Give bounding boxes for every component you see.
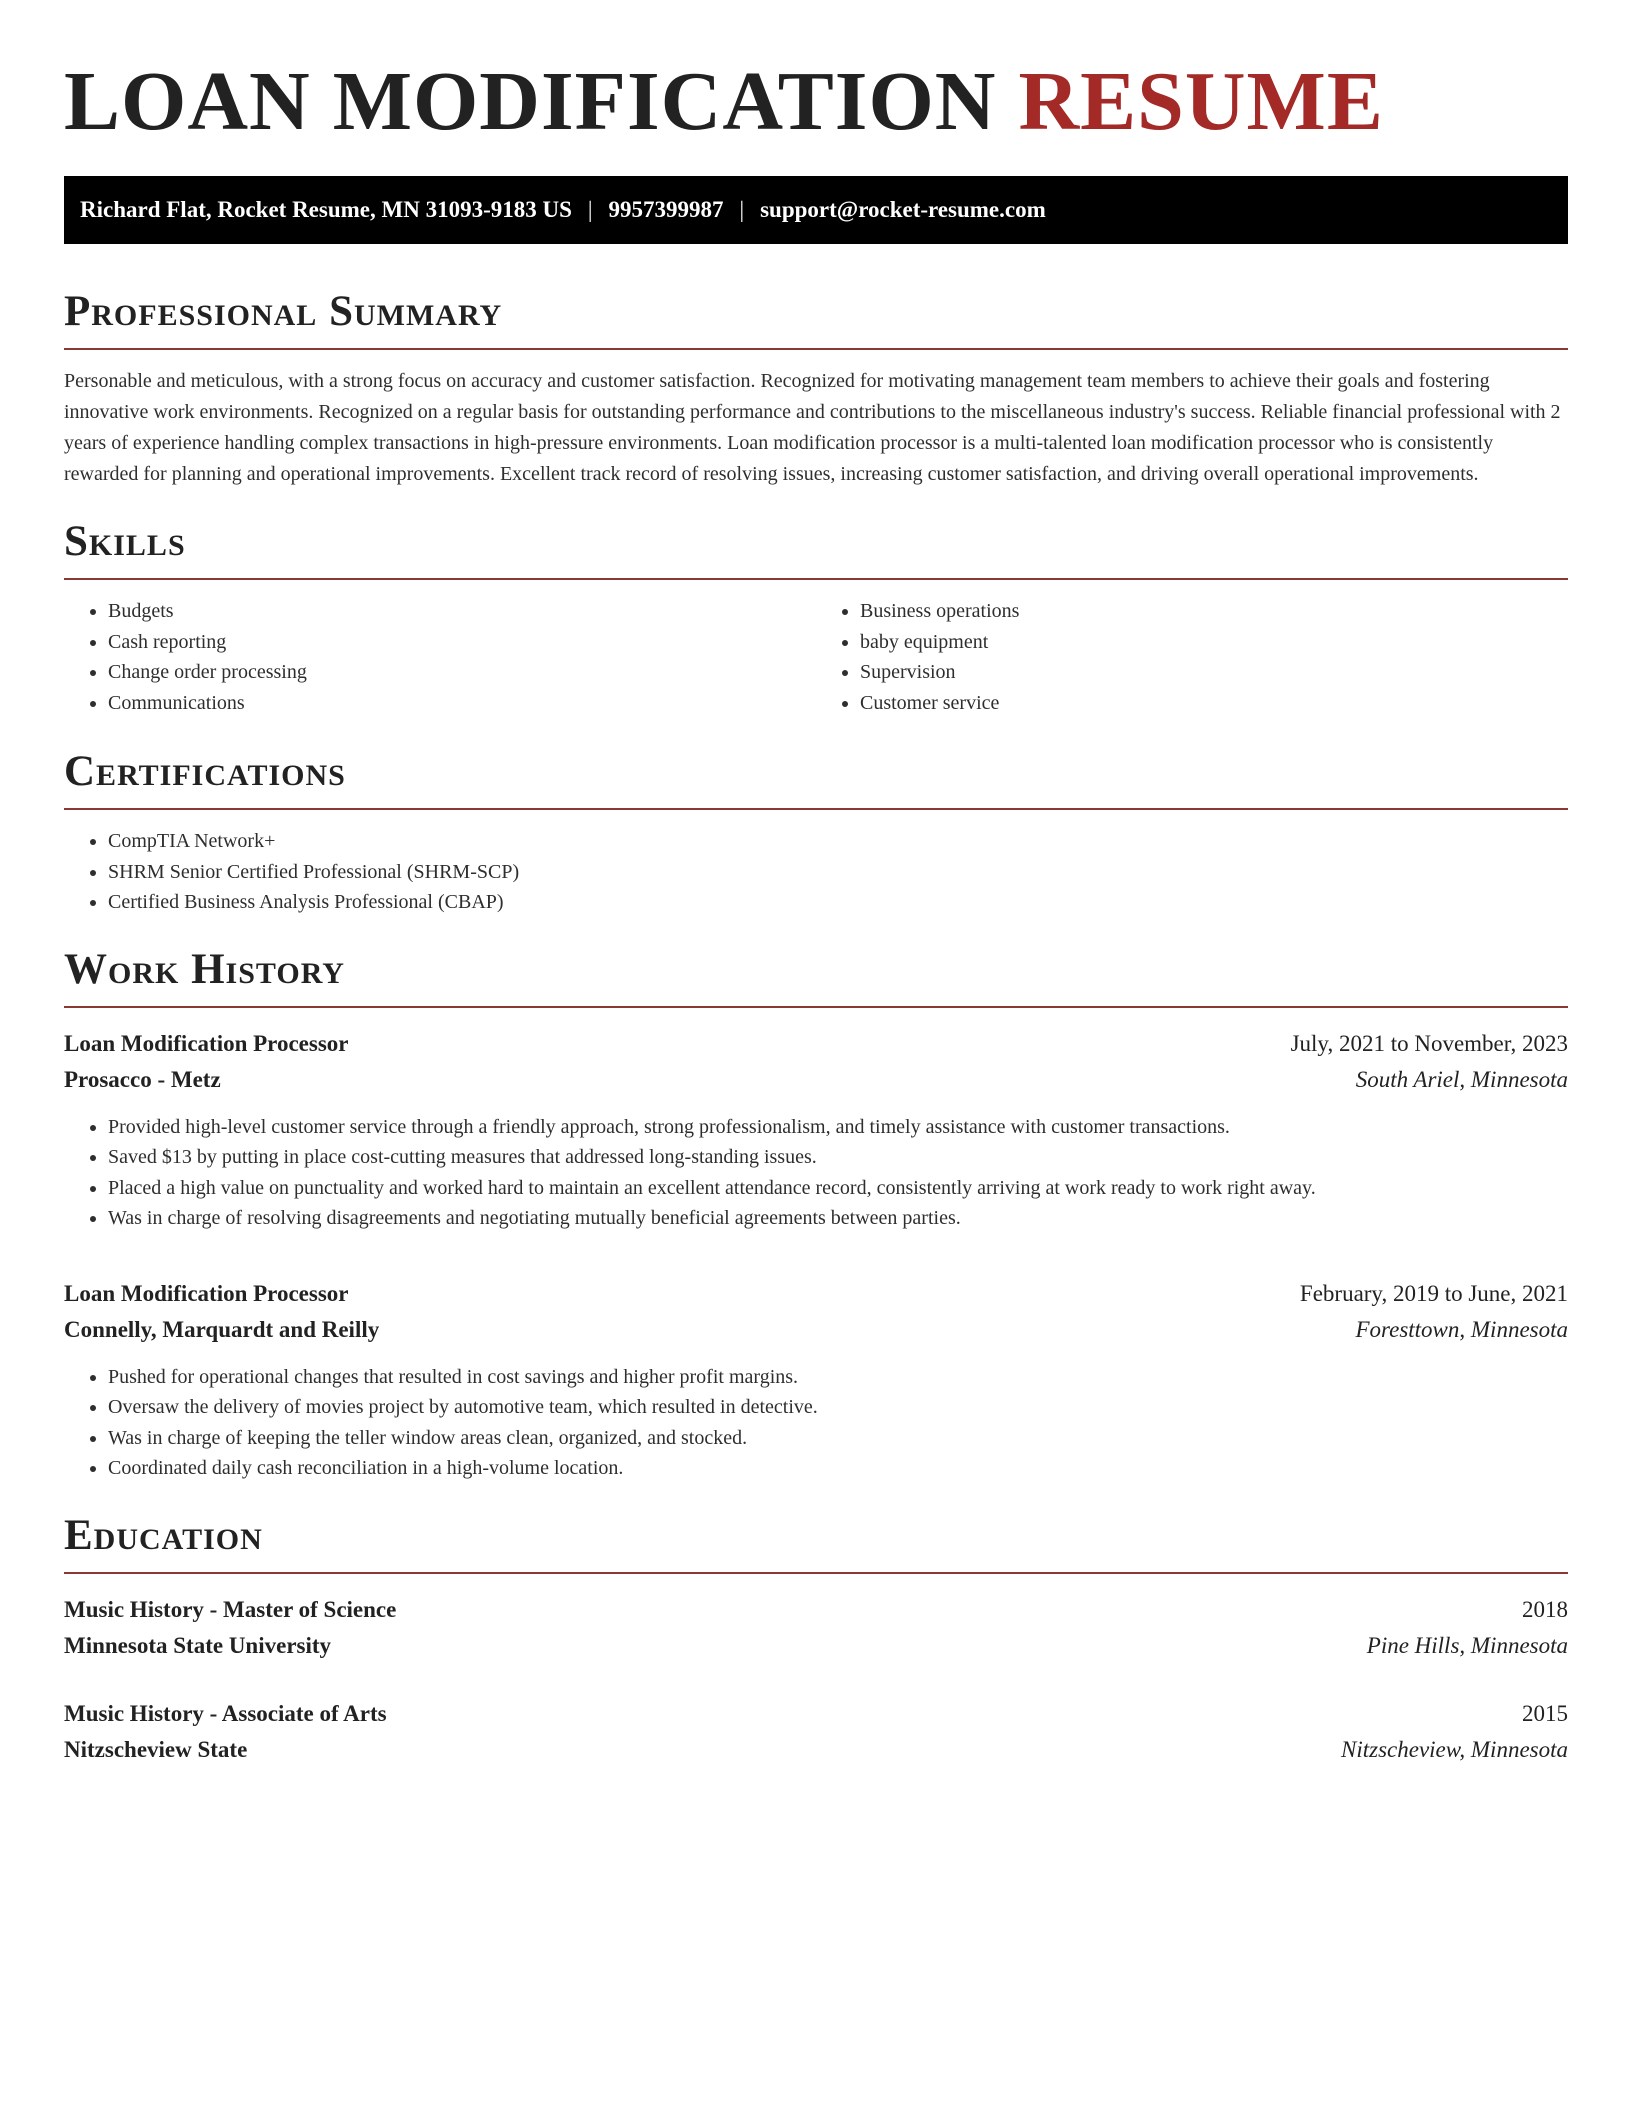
education-degree: Music History - Master of Science bbox=[64, 1596, 397, 1622]
job-bullet: • Was in charge of resolving disagreements and negotiating mutually beneficial agreements between parties. bbox=[108, 1203, 1568, 1234]
skill-item: • Change order processing bbox=[108, 657, 816, 688]
contact-bar bbox=[64, 176, 1568, 244]
work-history-section bbox=[64, 944, 1568, 1484]
summary-text: Personable and meticulous, with a strong focus on accuracy and customer satisfaction. Recognized for motivating management team members to achieve their goals and fostering innovative work environments. Recognized on a regular basis for outstanding performance and contributions to the miscellaneous industry's success. Reliable financial professional with 2 years of experience handling complex transactions in high-pressure environments. Loan modification processor is a multi-talented loan modification processor who is consistently rewarded for planning and operational improvements. Excellent track record of resolving issues, increasing customer satisfaction, and driving overall operational improvements. bbox=[64, 370, 1561, 485]
work-history-heading: Work History bbox=[64, 944, 1568, 1008]
education-entry bbox=[64, 1696, 1568, 1768]
title-main: LOAN MODIFICATION bbox=[64, 55, 997, 148]
education-section bbox=[64, 1510, 1568, 1768]
job-dates: July, 2021 to November, 2023 bbox=[1290, 1030, 1568, 1056]
education-location: Nitzscheview, Minnesota bbox=[1341, 1736, 1568, 1762]
contact-phone: 9957399987 bbox=[608, 197, 724, 222]
education-school-row bbox=[64, 1732, 1568, 1768]
job-bullet: • Coordinated daily cash reconciliation in a high-volume location. bbox=[108, 1453, 1568, 1484]
summary-heading: Professional Summary bbox=[64, 286, 1568, 350]
job-title: Loan Modification Processor bbox=[64, 1280, 349, 1306]
education-heading: Education bbox=[64, 1510, 1568, 1574]
skill-item: • Supervision bbox=[860, 657, 1568, 688]
job-bullets bbox=[64, 1112, 1568, 1234]
job-dates: February, 2019 to June, 2021 bbox=[1299, 1280, 1568, 1306]
job-header-row bbox=[64, 1276, 1568, 1312]
skill-item: • Business operations bbox=[860, 596, 1568, 627]
resume-title bbox=[64, 0, 1568, 152]
education-entry bbox=[64, 1592, 1568, 1664]
education-year: 2018 bbox=[1522, 1596, 1568, 1622]
job-bullet: • Pushed for operational changes that resulted in cost savings and higher profit margins. bbox=[108, 1362, 1568, 1393]
job-bullet: • Provided high-level customer service through a friendly approach, strong professionalism, and timely assistance with customer transactions. bbox=[108, 1112, 1568, 1143]
skill-item: • Customer service bbox=[860, 688, 1568, 719]
education-school: Nitzscheview State bbox=[64, 1736, 248, 1762]
certification-item: • Certified Business Analysis Professional (CBAP) bbox=[108, 887, 1568, 918]
skills-section bbox=[64, 516, 1568, 718]
contact-separator: | bbox=[739, 197, 745, 222]
job-bullets bbox=[64, 1362, 1568, 1484]
contact-address: Richard Flat, Rocket Resume, MN 31093-9183 US bbox=[80, 197, 572, 222]
job-bullet: • Placed a high value on punctuality and worked hard to maintain an excellent attendance record, consistently arriving at work ready to work right away. bbox=[108, 1173, 1568, 1204]
job-title: Loan Modification Processor bbox=[64, 1030, 349, 1056]
title-accent: RESUME bbox=[1018, 55, 1384, 148]
job-header-row bbox=[64, 1026, 1568, 1062]
education-school: Minnesota State University bbox=[64, 1632, 332, 1658]
education-header-row bbox=[64, 1592, 1568, 1628]
skill-item: • baby equipment bbox=[860, 627, 1568, 658]
skills-grid bbox=[64, 596, 1568, 718]
certifications-section bbox=[64, 746, 1568, 918]
certifications-heading: Certifications bbox=[64, 746, 1568, 810]
job-location: Foresttown, Minnesota bbox=[1355, 1316, 1568, 1342]
skills-column-1 bbox=[64, 596, 816, 718]
education-degree: Music History - Associate of Arts bbox=[64, 1700, 387, 1726]
skill-item: • Communications bbox=[108, 688, 816, 719]
job-company-row bbox=[64, 1062, 1568, 1098]
skill-item: • Budgets bbox=[108, 596, 816, 627]
education-header-row bbox=[64, 1696, 1568, 1732]
job-entry bbox=[64, 1026, 1568, 1234]
education-school-row bbox=[64, 1628, 1568, 1664]
education-location: Pine Hills, Minnesota bbox=[1366, 1632, 1568, 1658]
skills-column-2 bbox=[816, 596, 1568, 718]
job-bullet: • Saved $13 by putting in place cost-cutting measures that addressed long-standing issues. bbox=[108, 1142, 1568, 1173]
job-company-row bbox=[64, 1312, 1568, 1348]
skills-heading: Skills bbox=[64, 516, 1568, 580]
job-company: Prosacco - Metz bbox=[64, 1066, 221, 1092]
certification-item: • CompTIA Network+ bbox=[108, 826, 1568, 857]
job-bullet: • Was in charge of keeping the teller window areas clean, organized, and stocked. bbox=[108, 1423, 1568, 1454]
certifications-list bbox=[64, 826, 1568, 918]
job-company: Connelly, Marquardt and Reilly bbox=[64, 1316, 380, 1342]
summary-section bbox=[64, 286, 1568, 490]
job-entry bbox=[64, 1276, 1568, 1484]
contact-email: support@rocket-resume.com bbox=[760, 197, 1046, 222]
contact-separator: | bbox=[587, 197, 593, 222]
job-bullet: • Oversaw the delivery of movies project by automotive team, which resulted in detective. bbox=[108, 1392, 1568, 1423]
skill-item: • Cash reporting bbox=[108, 627, 816, 658]
education-year: 2015 bbox=[1522, 1700, 1568, 1726]
job-location: South Ariel, Minnesota bbox=[1355, 1066, 1568, 1092]
certification-item: • SHRM Senior Certified Professional (SHRM-SCP) bbox=[108, 857, 1568, 888]
